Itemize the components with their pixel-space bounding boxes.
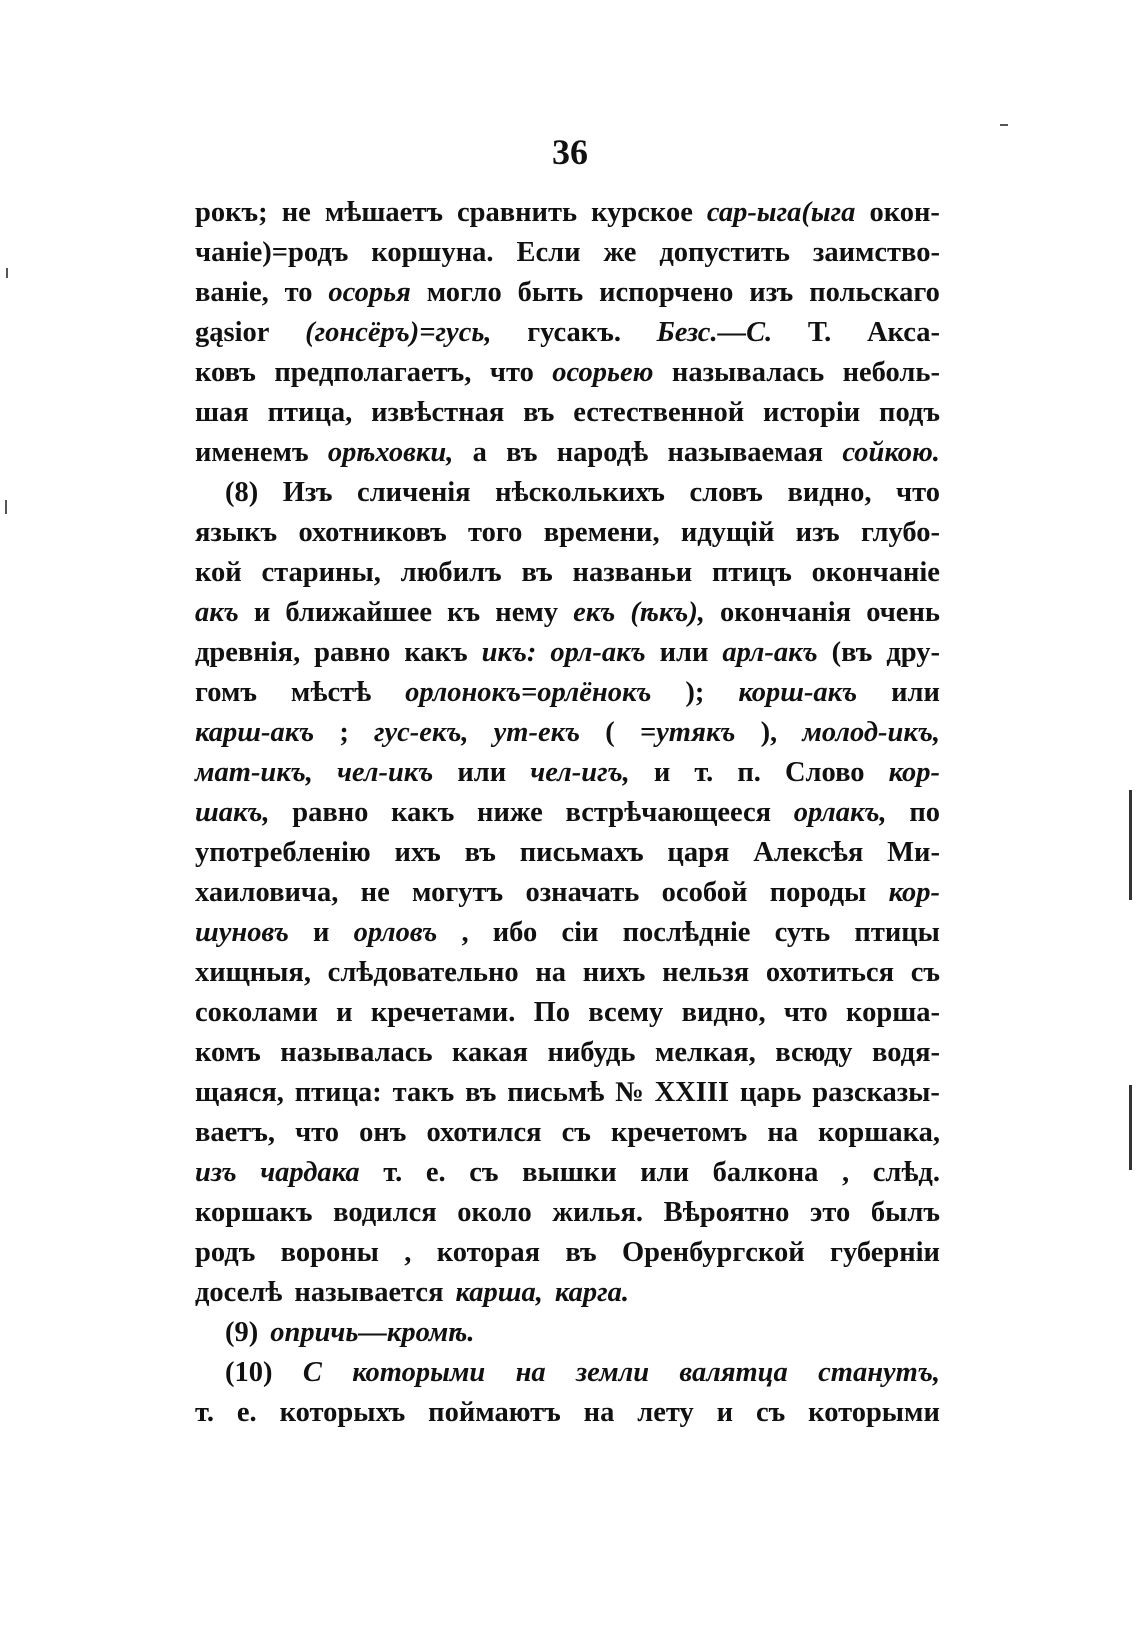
- word: онъ: [359, 1117, 407, 1148]
- word: испорчено: [599, 277, 734, 308]
- word: (ѣкъ),: [630, 597, 705, 628]
- word: предполагаетъ,: [274, 357, 472, 388]
- word: съ: [561, 1117, 591, 1148]
- text-line: [195, 673, 940, 713]
- text-line: [195, 1313, 940, 1353]
- word: сар-ыга(ыга: [706, 197, 856, 228]
- word: послѣдніе: [622, 917, 751, 948]
- word: или: [640, 1157, 690, 1188]
- scan-mark: [1000, 124, 1008, 126]
- word: карга.: [554, 1277, 630, 1308]
- text-line: [195, 273, 940, 313]
- word: быть: [517, 277, 584, 308]
- word: которыхъ: [279, 1397, 406, 1428]
- word: по: [909, 797, 940, 828]
- word: съ: [910, 957, 940, 988]
- word: и: [336, 997, 353, 1028]
- word: ваніе,: [195, 277, 269, 308]
- word: а: [472, 437, 487, 468]
- text-line: [195, 593, 940, 633]
- word: слѣд.: [872, 1157, 940, 1188]
- word: сойкою.: [842, 437, 940, 468]
- word: окончаніе: [811, 557, 940, 588]
- word: валятца: [679, 1357, 788, 1388]
- text-line: [195, 1033, 940, 1073]
- word: называется: [294, 1277, 444, 1308]
- word: охотиться: [765, 957, 894, 988]
- word: и: [253, 597, 271, 628]
- word: видно,: [681, 997, 766, 1028]
- word: ихъ: [394, 837, 441, 868]
- word: (гонсёръ)=гусь,: [305, 317, 492, 348]
- word: карш-акъ: [195, 717, 315, 748]
- word: изъ: [195, 1157, 237, 1188]
- word: водился: [333, 1197, 437, 1228]
- word: это: [810, 1197, 851, 1228]
- word: ибо: [492, 917, 538, 948]
- word: съ: [755, 1397, 786, 1428]
- text-line: [195, 993, 940, 1033]
- word: какая: [452, 1037, 528, 1068]
- word: и: [313, 917, 330, 948]
- word: около: [457, 1197, 532, 1228]
- word: вороны: [280, 1237, 379, 1268]
- text-line: [195, 313, 940, 353]
- word: охотился: [426, 1117, 542, 1148]
- word: нельзя: [662, 957, 750, 988]
- word: на: [515, 1357, 546, 1388]
- word: что: [896, 477, 940, 508]
- word: исторіи: [763, 397, 861, 428]
- word: ;: [339, 717, 349, 748]
- word: Слово: [784, 757, 865, 788]
- word: Вѣроятно: [663, 1197, 790, 1228]
- word: орлакъ,: [793, 797, 887, 828]
- word: въ: [523, 397, 555, 428]
- word: земли: [576, 1357, 650, 1388]
- word: же: [603, 237, 637, 268]
- word: Ми-: [887, 837, 940, 868]
- word: гус-екъ,: [373, 717, 469, 748]
- word: щаяся,: [195, 1077, 284, 1108]
- word: такъ: [392, 1077, 455, 1108]
- word: письмѣ: [507, 1077, 605, 1108]
- word: gąsior: [195, 317, 270, 348]
- word: соколами: [195, 997, 318, 1028]
- word: допустить: [659, 237, 790, 268]
- word: (9): [225, 1317, 259, 1348]
- text-line: [195, 193, 940, 233]
- word: царь: [739, 1077, 802, 1108]
- word: ковъ: [195, 357, 256, 388]
- text-line: [195, 833, 940, 873]
- scan-mark: [5, 500, 7, 514]
- word: нибудь: [547, 1037, 636, 1068]
- word: икъ:: [481, 637, 537, 668]
- word: языкъ: [195, 517, 278, 548]
- word: жилья.: [552, 1197, 644, 1228]
- word: окон-: [869, 197, 940, 228]
- word: на: [535, 957, 567, 988]
- word: не: [281, 197, 311, 228]
- text-line: [195, 513, 940, 553]
- word: сличенія: [357, 477, 471, 508]
- word: охотниковъ: [298, 517, 447, 548]
- word: Акса-: [866, 317, 940, 348]
- word: нихъ: [582, 957, 646, 988]
- word: глубо-: [860, 517, 940, 548]
- word: ),: [760, 717, 778, 748]
- word: письмахъ: [519, 837, 644, 868]
- word: орловъ: [353, 917, 438, 948]
- word: (8): [225, 477, 259, 508]
- word: всюду: [775, 1037, 853, 1068]
- text-line: [195, 713, 940, 753]
- word: екъ: [573, 597, 616, 628]
- text-line: [195, 393, 940, 433]
- word: царя: [667, 837, 730, 868]
- text-line: [195, 1153, 940, 1193]
- word: окончанія: [720, 597, 852, 628]
- word: нему: [495, 597, 559, 628]
- word: корш-акъ: [738, 677, 858, 708]
- word: что: [489, 357, 534, 388]
- word: изъ: [749, 277, 794, 308]
- word: не: [360, 877, 390, 908]
- word: сіи: [561, 917, 599, 948]
- word: породы: [769, 877, 867, 908]
- word: лету: [637, 1397, 694, 1428]
- text-line: [195, 233, 940, 273]
- scan-mark: [6, 268, 8, 278]
- word: рокъ;: [195, 197, 268, 228]
- word: дру-: [886, 637, 940, 668]
- word: т.: [195, 1397, 214, 1428]
- word: любилъ: [400, 557, 502, 588]
- word: кой: [195, 557, 242, 588]
- word: шуновъ: [195, 917, 289, 948]
- word: Если: [516, 237, 581, 268]
- word: слѣдовательно: [327, 957, 519, 988]
- body-text: [195, 193, 940, 1433]
- word: времени,: [543, 517, 660, 548]
- word: орл-акъ: [550, 637, 646, 668]
- word: означать: [525, 877, 640, 908]
- word: какъ: [391, 797, 455, 828]
- word: Изъ: [282, 477, 333, 508]
- text-line: [195, 433, 940, 473]
- scan-edge-line: [1129, 790, 1132, 900]
- word: кречетами.: [370, 997, 516, 1028]
- word: курское: [591, 197, 693, 228]
- word: арл-акъ: [722, 637, 818, 668]
- word: чел-икъ: [336, 757, 434, 788]
- word: осорья: [328, 277, 411, 308]
- word: водя-: [872, 1037, 940, 1068]
- word: ,: [404, 1237, 412, 1268]
- word: Оренбургской: [622, 1237, 805, 1268]
- word: называемая: [667, 437, 824, 468]
- word: словъ: [689, 477, 763, 508]
- word: чардака: [260, 1157, 360, 1188]
- word: древнія,: [195, 637, 301, 668]
- word: е.: [236, 1397, 257, 1428]
- word: естественной: [573, 397, 745, 428]
- word: какъ: [404, 637, 468, 668]
- word: опричь—кромѣ.: [270, 1317, 475, 1348]
- word: птица,: [267, 397, 353, 428]
- word: птицы: [854, 917, 940, 948]
- word: въ: [565, 1237, 597, 1268]
- word: которая: [436, 1237, 541, 1268]
- word: орлонокъ=орлёнокъ: [405, 677, 652, 708]
- word: хаиловича,: [195, 877, 339, 908]
- word: т.: [383, 1157, 403, 1188]
- word: =утякъ: [639, 717, 736, 748]
- word: кречетомъ: [611, 1117, 748, 1148]
- word: карша,: [455, 1277, 543, 1308]
- text-line: [195, 1113, 940, 1153]
- text-line: [195, 1393, 940, 1433]
- word: именемъ: [195, 437, 309, 468]
- word: подъ: [879, 397, 940, 428]
- text-line: [195, 953, 940, 993]
- word: вышки: [522, 1157, 617, 1188]
- word: гусакъ.: [527, 317, 621, 348]
- word: акъ: [195, 597, 239, 628]
- word: сравнить: [457, 197, 578, 228]
- word: т.: [694, 757, 714, 788]
- text-line: [195, 1073, 940, 1113]
- word: идущій: [680, 517, 775, 548]
- word: поймаютъ: [428, 1397, 561, 1428]
- word: мелкая,: [654, 1037, 756, 1068]
- word: №: [615, 1077, 644, 1108]
- word: того: [468, 517, 523, 548]
- word: къ: [447, 597, 481, 628]
- word: коршака,: [818, 1117, 940, 1148]
- word: заимство-: [812, 237, 940, 268]
- word: или: [659, 637, 709, 668]
- word: коршакъ: [195, 1197, 313, 1228]
- text-line: [195, 633, 940, 673]
- text-line: [195, 793, 940, 833]
- word: ваетъ,: [195, 1117, 276, 1148]
- word: изъ: [795, 517, 840, 548]
- word: птицъ: [712, 557, 792, 588]
- word: польскаго: [809, 277, 940, 308]
- word: коршуна.: [371, 237, 494, 268]
- word: комъ: [195, 1037, 261, 1068]
- word: встрѣчающееся: [565, 797, 772, 828]
- word: орѣховки,: [327, 437, 454, 468]
- word: равно: [292, 797, 369, 828]
- word: мѣшаетъ: [324, 197, 443, 228]
- word: Безс.—С.: [656, 317, 773, 348]
- word: корша-: [846, 997, 940, 1028]
- text-line: [195, 1353, 940, 1393]
- word: на: [583, 1397, 615, 1428]
- word: которыми: [352, 1357, 486, 1388]
- word: (въ: [831, 637, 873, 668]
- word: (: [605, 717, 615, 748]
- word: );: [685, 677, 705, 708]
- word: называлась: [280, 1037, 433, 1068]
- word: ближайшее: [285, 597, 433, 628]
- word: въ: [465, 1077, 497, 1108]
- text-line: [195, 353, 940, 393]
- word: ут-екъ: [493, 717, 581, 748]
- word: въ: [521, 557, 553, 588]
- word: молод-икъ,: [802, 717, 940, 748]
- text-line: [195, 1273, 940, 1313]
- word: чел-игъ,: [530, 757, 630, 788]
- word: всему: [588, 997, 664, 1028]
- word: названьи: [572, 557, 693, 588]
- word: балкона: [712, 1157, 819, 1188]
- word: неболь-: [842, 357, 940, 388]
- word: которыми: [808, 1397, 940, 1428]
- text-line: [195, 873, 940, 913]
- word: гомъ: [195, 677, 257, 708]
- word: мѣстѣ: [290, 677, 372, 708]
- word: равно: [314, 637, 391, 668]
- word: XXIII: [654, 1077, 730, 1108]
- word: что: [783, 997, 828, 1028]
- word: нѣсколькихъ: [495, 477, 665, 508]
- word: п.: [737, 757, 761, 788]
- word: могутъ: [412, 877, 504, 908]
- text-line: [195, 913, 940, 953]
- text-line: [195, 753, 940, 793]
- word: и: [653, 757, 671, 788]
- word: кор-: [888, 757, 940, 788]
- word: Т.: [807, 317, 832, 348]
- word: доселѣ: [195, 1277, 283, 1308]
- word: ниже: [477, 797, 543, 828]
- text-line: [195, 553, 940, 593]
- word: очень: [866, 597, 940, 628]
- word: осорьею: [552, 357, 654, 388]
- word: чаніе)=родъ: [195, 237, 349, 268]
- word: былъ: [870, 1197, 940, 1228]
- word: то: [284, 277, 313, 308]
- word: птица:: [294, 1077, 382, 1108]
- word: С: [302, 1357, 322, 1388]
- word: хищныя,: [195, 957, 311, 988]
- word: въ: [506, 437, 538, 468]
- word: шая: [195, 397, 249, 428]
- word: мат-икъ,: [195, 757, 313, 788]
- word: суть: [774, 917, 831, 948]
- word: разсказы-: [812, 1077, 940, 1108]
- word: По: [533, 997, 570, 1028]
- text-line: [195, 1193, 940, 1233]
- word: (10): [225, 1357, 273, 1388]
- word: особой: [661, 877, 748, 908]
- text-line: [195, 473, 940, 513]
- word: называлась: [671, 357, 825, 388]
- word: въ: [464, 837, 496, 868]
- page-number: 36: [552, 132, 588, 172]
- word: старины,: [261, 557, 381, 588]
- word: ,: [841, 1157, 850, 1188]
- word: и: [716, 1397, 734, 1428]
- word: кор-: [888, 877, 940, 908]
- word: родъ: [195, 1237, 256, 1268]
- word: съ: [469, 1157, 499, 1188]
- word: ,: [461, 917, 469, 948]
- word: извѣстная: [371, 397, 505, 428]
- text-line: [195, 1233, 940, 1273]
- word: что: [295, 1117, 340, 1148]
- scan-edge-line: [1129, 1085, 1132, 1170]
- word: на: [767, 1117, 799, 1148]
- word: е.: [425, 1157, 446, 1188]
- word: могло: [426, 277, 502, 308]
- word: шакъ,: [195, 797, 270, 828]
- word: народѣ: [556, 437, 649, 468]
- word: станутъ,: [818, 1357, 940, 1388]
- word: Алексѣя: [753, 837, 864, 868]
- word: губерніи: [830, 1237, 940, 1268]
- word: или: [891, 677, 940, 708]
- word: видно,: [787, 477, 872, 508]
- word: употребленію: [195, 837, 371, 868]
- word: или: [457, 757, 507, 788]
